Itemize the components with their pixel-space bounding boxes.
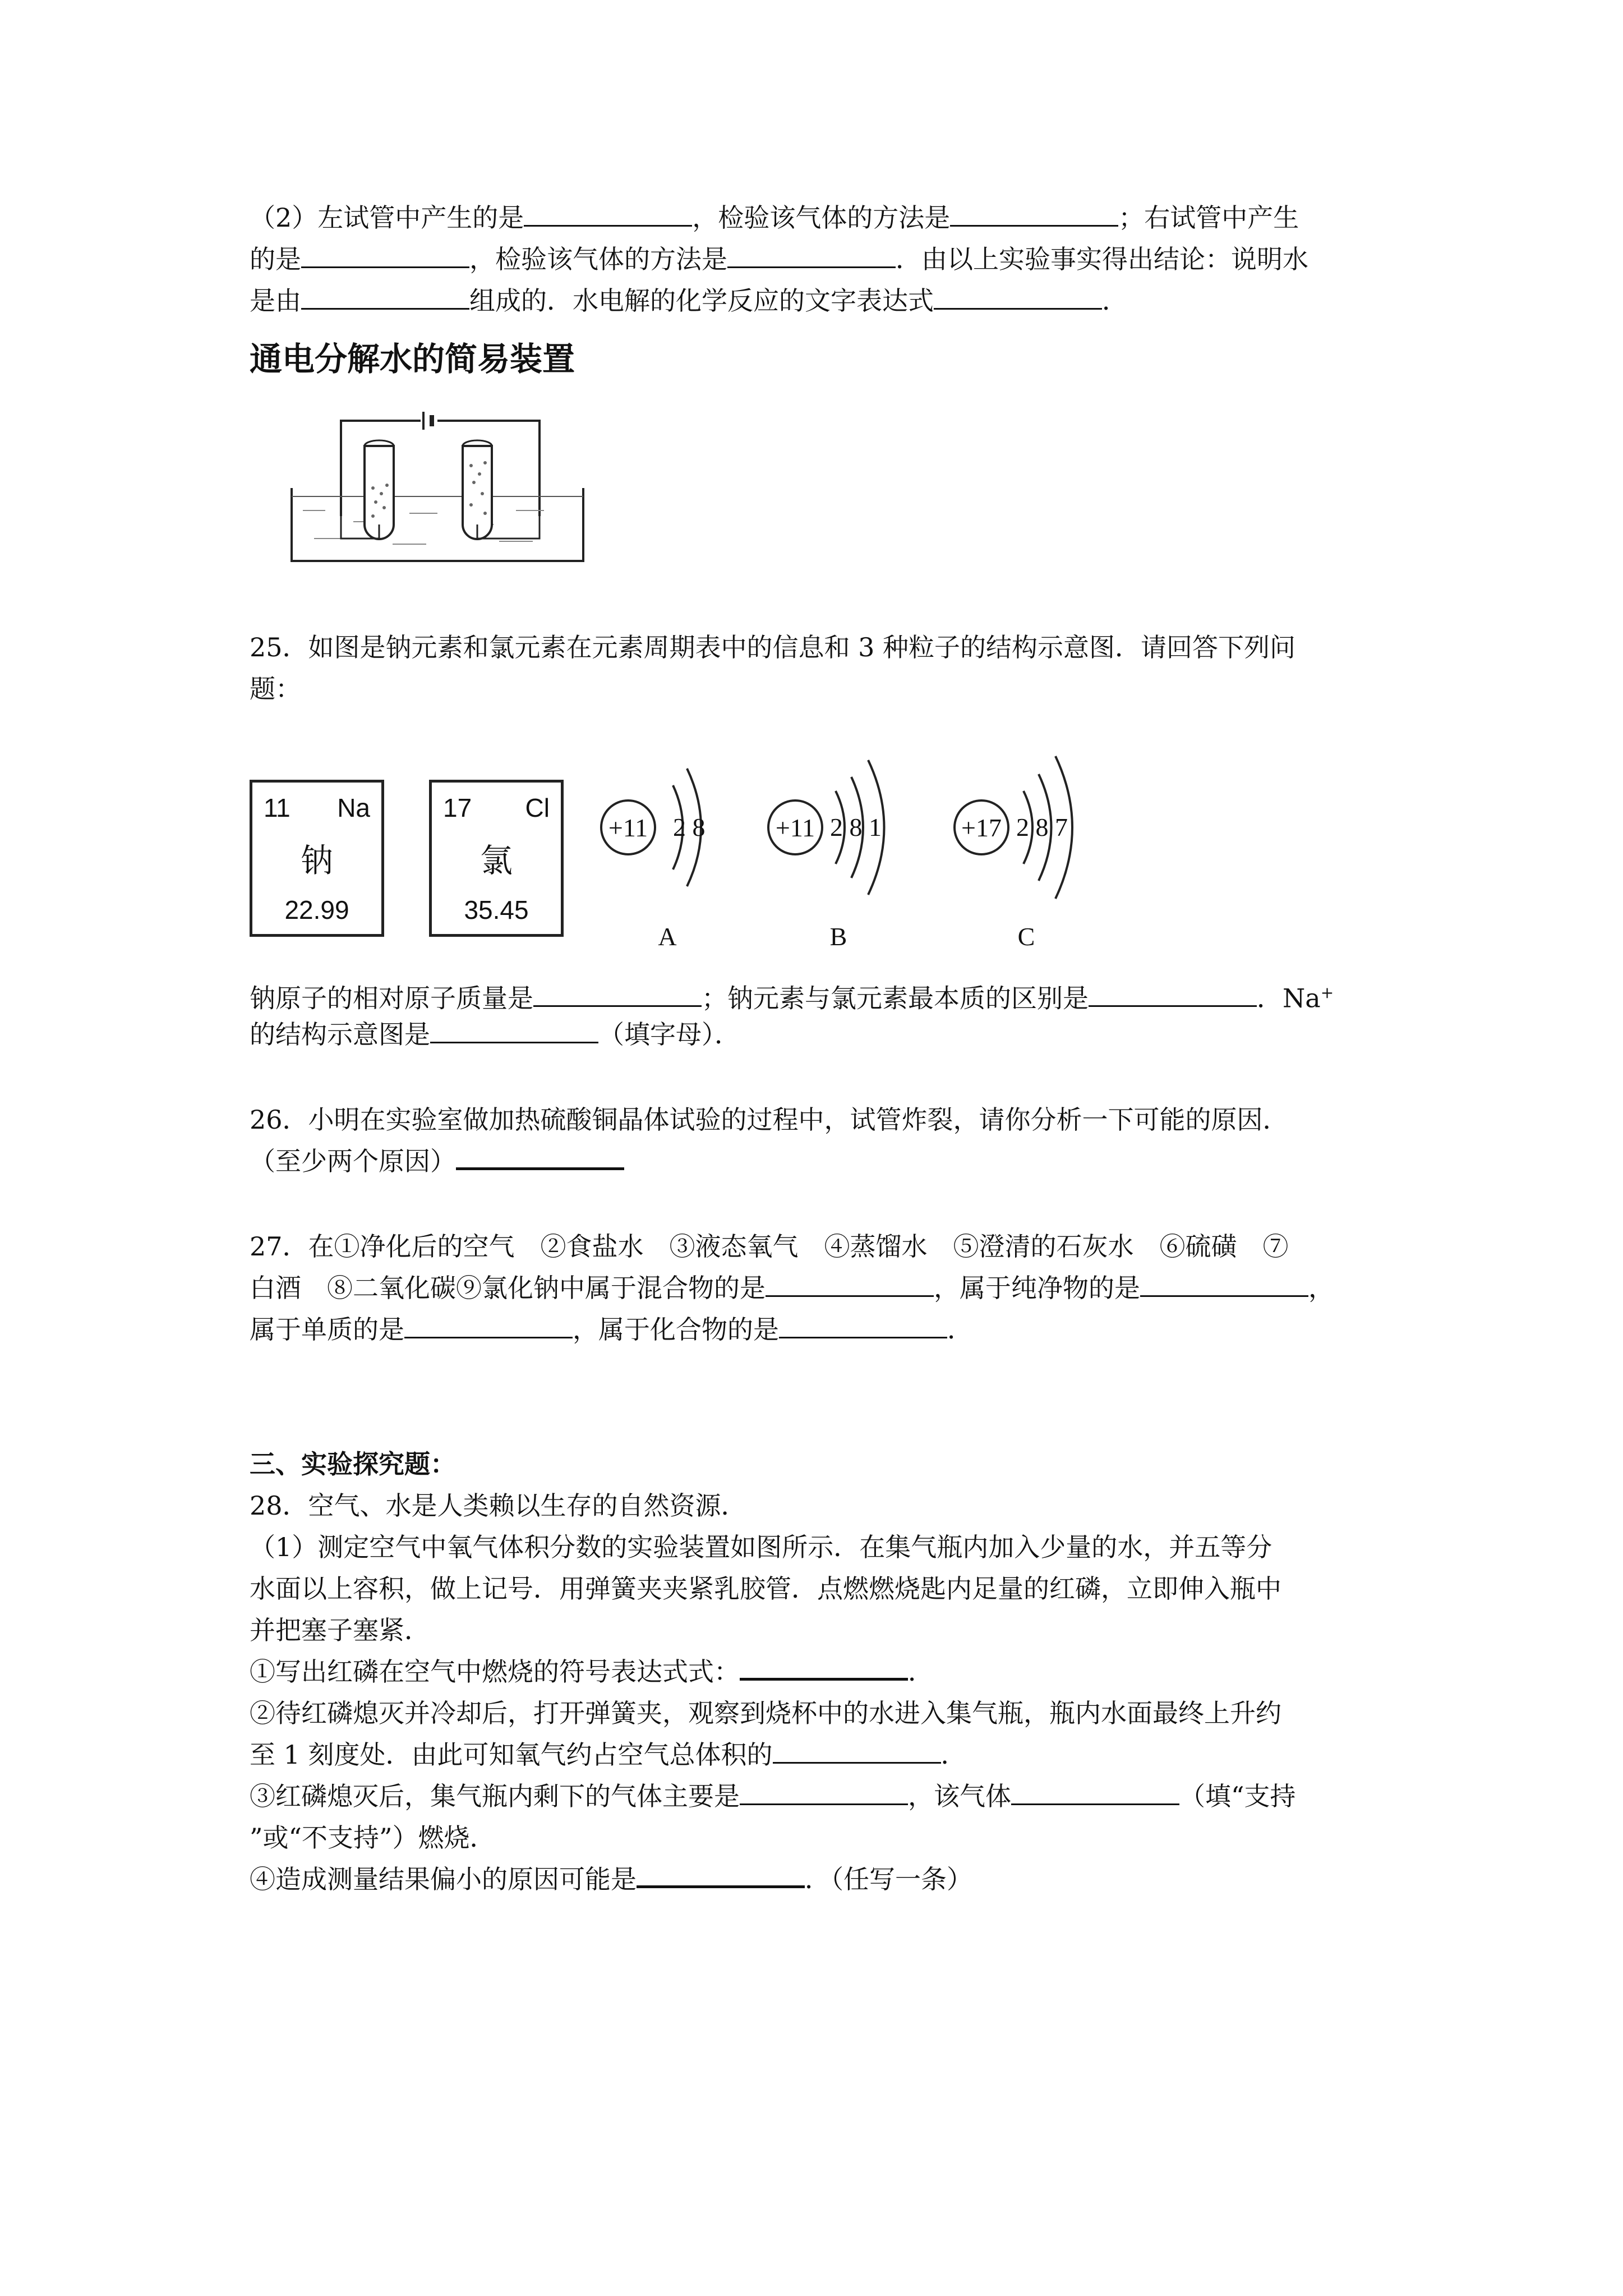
q28-text: 至 1 刻度处．由此可知氧气约占空气总体积的	[250, 1740, 773, 1770]
electrolysis-apparatus-diagram	[280, 404, 594, 572]
q24-text: 是由	[250, 286, 301, 316]
element-card-sodium	[250, 780, 384, 937]
element-symbol: Na	[337, 793, 370, 822]
q26-line1: 26．小明在实验室做加热硫酸铜晶体试验的过程中，试管炸裂，请你分析一下可能的原因．	[250, 1105, 1289, 1135]
atomic-mass: 35.45	[464, 895, 529, 924]
particle-diagrams	[583, 729, 1116, 965]
particle-b	[768, 760, 884, 951]
q26-line2	[250, 1144, 624, 1178]
q25-line2: 题：	[250, 674, 301, 704]
answer-blank[interactable]	[301, 244, 469, 268]
element-name: 氯	[479, 843, 513, 879]
q27-text: ．	[947, 1314, 973, 1345]
q28-text: ，该气体	[908, 1781, 1011, 1811]
q28-text: ④造成测量结果偏小的原因可能是	[250, 1864, 637, 1894]
answer-blank[interactable]	[740, 1655, 908, 1681]
q24-text: 组成的．水电解的化学反应的文字表达式	[469, 286, 934, 316]
answer-blank[interactable]	[456, 1145, 624, 1170]
q27-text: ，属于纯净物的是	[934, 1273, 1140, 1303]
answer-blank[interactable]	[1140, 1273, 1308, 1297]
answer-blank[interactable]	[533, 983, 702, 1007]
q25-text: 的结构示意图是	[250, 1019, 430, 1050]
particle-a-label: A	[658, 922, 677, 951]
answer-blank[interactable]	[934, 286, 1102, 310]
section-heading: 三、实验探究题：	[250, 1449, 456, 1479]
q24-text: ．	[1102, 286, 1128, 316]
atomic-mass: 22.99	[284, 895, 349, 924]
particle-c	[955, 756, 1072, 951]
q28-text: （填“支持	[1179, 1781, 1296, 1811]
element-card-chlorine	[429, 780, 564, 937]
answer-blank[interactable]	[779, 1314, 947, 1338]
q24-text: （2）左试管中产生的是	[250, 203, 524, 233]
answer-blank[interactable]	[637, 1863, 805, 1888]
q25-text: ；钠元素与氯元素最本质的区别是	[702, 983, 1089, 1014]
q28-p1-line2: 水面以上容积，做上记号．用弹簧夹夹紧乳胶管．点燃燃烧匙内足量的红磷，立即伸入瓶中	[250, 1573, 1281, 1604]
q28-intro: 28．空气、水是人类赖以生存的自然资源．	[250, 1490, 747, 1521]
answer-blank[interactable]	[740, 1781, 908, 1805]
q24-line3	[250, 284, 1128, 318]
q28-step2-line2	[250, 1738, 967, 1772]
q28-text: ．	[908, 1657, 934, 1687]
q25-line1: 25．如图是钠元素和氯元素在元素周期表中的信息和 3 种粒子的结构示意图．请回答下列问	[250, 632, 1296, 662]
q25-answer-line1	[250, 976, 1334, 1015]
q24-text: ，检验该气体的方法是	[692, 203, 951, 233]
q24-text: 的是	[250, 244, 301, 274]
q28-step3-line2: ”或“不支持”）燃烧．	[250, 1823, 496, 1853]
q27-text: 白酒 ⑧二氧化碳⑨氯化钠中属于混合物的是	[250, 1273, 766, 1303]
particle-a-shells: 2 8	[673, 813, 706, 841]
answer-blank[interactable]	[1089, 983, 1257, 1007]
q28-text: ．	[940, 1740, 967, 1770]
particle-b-nucleus: +11	[775, 813, 815, 842]
q28-step3-line1	[250, 1779, 1296, 1813]
q26-text: （至少两个原因）	[250, 1146, 456, 1176]
q28-step2-line1: ②待红磷熄灭并冷却后，打开弹簧夹，观察到烧杯中的水进入集气瓶，瓶内水面最终上升约	[250, 1698, 1281, 1728]
particle-b-label: B	[829, 922, 847, 951]
apparatus-title: 通电分解水的简易装置	[250, 340, 575, 378]
answer-blank[interactable]	[773, 1740, 941, 1764]
answer-blank[interactable]	[727, 244, 896, 268]
particle-c-label: C	[1017, 922, 1035, 951]
q27-text: ，属于化合物的是	[573, 1314, 779, 1345]
answer-blank[interactable]	[1011, 1781, 1179, 1805]
q24-line1	[250, 201, 1299, 234]
answer-blank[interactable]	[950, 203, 1118, 227]
q28-p1-line1: （1）测定空气中氧气体积分数的实验装置如图所示．在集气瓶内加入少量的水，并五等分	[250, 1532, 1272, 1562]
q28-step1	[250, 1655, 934, 1688]
q28-text: ①写出红磷在空气中燃烧的符号表达式式：	[250, 1657, 740, 1687]
q25-text: （填字母）．	[598, 1019, 740, 1050]
particle-b-shells: 2 8 1	[830, 813, 882, 841]
particle-c-shells: 2 8 7	[1016, 813, 1068, 841]
q27-line1: 27．在①净化后的空气 ②食盐水 ③液态氧气 ④蒸馏水 ⑤澄清的石灰水 ⑥硫磺 ⑦	[250, 1231, 1289, 1262]
q28-step4	[250, 1862, 972, 1896]
element-name: 钠	[300, 843, 333, 879]
answer-blank[interactable]	[404, 1314, 573, 1338]
particle-a-nucleus: +11	[608, 813, 648, 842]
q27-text: 属于单质的是	[250, 1314, 404, 1345]
answer-blank[interactable]	[301, 286, 469, 310]
q24-text: ，检验该气体的方法是	[469, 244, 727, 274]
q24-text: ；右试管中产生	[1118, 203, 1299, 233]
q28-text: ．（任写一条）	[805, 1864, 972, 1894]
answer-blank[interactable]	[430, 1019, 598, 1043]
particle-a	[601, 769, 706, 951]
answer-blank[interactable]	[766, 1273, 934, 1297]
q28-text: ③红磷熄灭后，集气瓶内剩下的气体主要是	[250, 1781, 740, 1811]
q27-line3	[250, 1313, 973, 1346]
q24-text: ．由以上实验事实得出结论：说明水	[896, 244, 1308, 274]
element-symbol: Cl	[525, 793, 550, 822]
q28-p1-line3: 并把塞子塞紧．	[250, 1615, 430, 1645]
q24-line2	[250, 242, 1308, 276]
q25-text: ．Na	[1257, 983, 1321, 1014]
q27-text: ，	[1308, 1273, 1334, 1303]
particle-c-nucleus: +17	[961, 813, 1002, 842]
q25-answer-line2	[250, 1018, 740, 1051]
q25-text: 钠原子的相对原子质量是	[250, 983, 533, 1014]
atomic-number: 17	[443, 793, 472, 822]
q27-line2	[250, 1271, 1334, 1305]
atomic-number: 11	[264, 793, 291, 822]
ion-charge: +	[1320, 983, 1334, 1002]
answer-blank[interactable]	[524, 203, 692, 227]
